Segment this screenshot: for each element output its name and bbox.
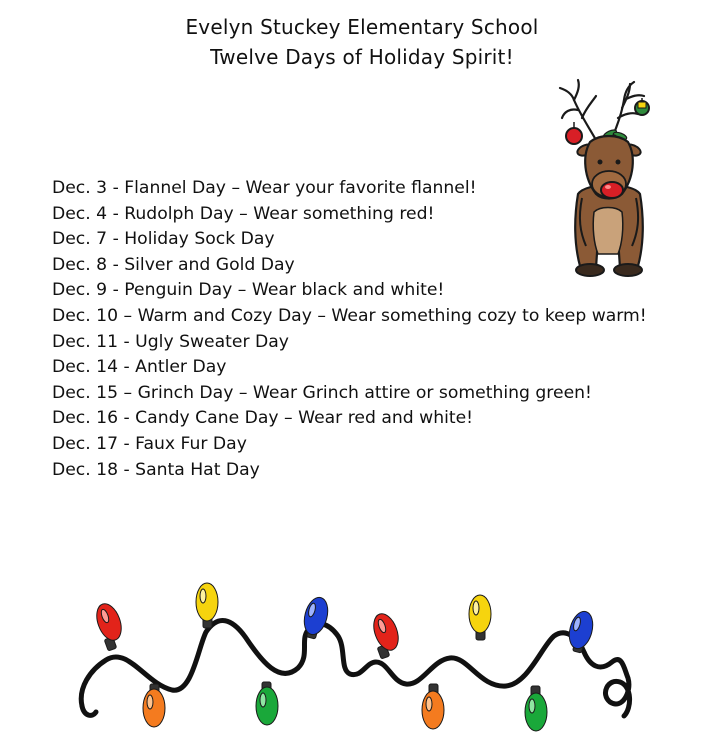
page-title: Twelve Days of Holiday Spirit!: [210, 45, 514, 69]
red-nose-icon: [601, 182, 623, 198]
spirit-day-item: Dec. 8 - Silver and Gold Day: [52, 254, 295, 275]
spirit-day-item: Dec. 10 – Warm and Cozy Day – Wear something cozy to keep warm!: [52, 305, 647, 326]
reindeer-illustration: [552, 78, 664, 284]
spirit-day-item: Dec. 14 - Antler Day: [52, 357, 227, 378]
spirit-day-item: Dec. 7 - Holiday Sock Day: [52, 229, 275, 250]
spirit-day-item: Dec. 11 - Ugly Sweater Day: [52, 331, 289, 352]
spirit-day-item: Dec. 3 - Flannel Day – Wear your favorite flannel!: [52, 178, 477, 198]
spirit-day-item: Dec. 17 - Faux Fur Day: [52, 433, 247, 454]
page-header: [0, 12, 724, 72]
spirit-day-item: Dec. 4 - Rudolph Day – Wear something red!: [52, 203, 435, 224]
spirit-day-item: Dec. 15 – Grinch Day – Wear Grinch attire or something green!: [52, 382, 592, 403]
spirit-day-item: Dec. 18 - Santa Hat Day: [52, 459, 260, 480]
school-name: Evelyn Stuckey Elementary School: [185, 15, 539, 39]
spirit-day-item: Dec. 9 - Penguin Day – Wear black and white!: [52, 280, 445, 301]
christmas-lights-illustration: [76, 578, 636, 738]
spirit-day-item: Dec. 16 - Candy Cane Day – Wear red and white!: [52, 408, 474, 429]
